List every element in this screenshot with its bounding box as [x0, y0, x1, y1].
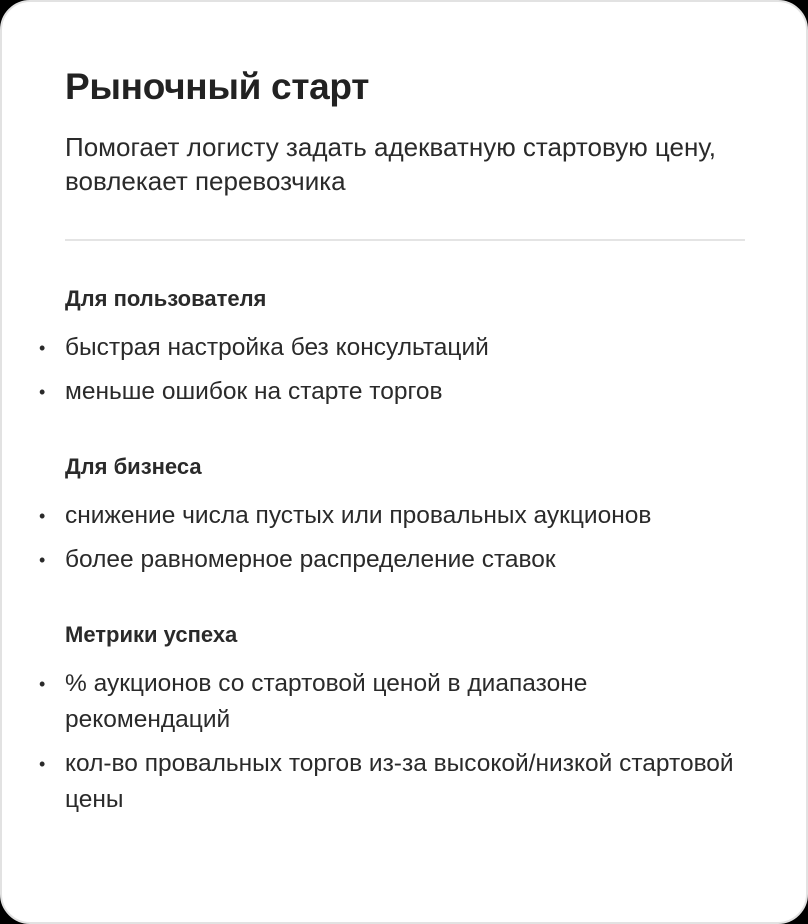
divider — [65, 239, 745, 241]
section-title-metrics: Метрики успеха — [65, 622, 238, 647]
list-item-text: быстрая настройка без консультаций — [65, 334, 489, 361]
card-subtitle: Помогает логисту задать адекватную стартовую цену, вовлекает перевозчика — [65, 132, 716, 196]
list-item-text: % аукционов со стартовой ценой в диапазоне рекомендаций — [65, 670, 588, 733]
list-item — [39, 330, 765, 366]
bullet-icon: • — [39, 506, 46, 526]
bullet-icon: • — [39, 382, 46, 402]
list-item — [39, 498, 765, 534]
bullet-icon: • — [39, 674, 46, 694]
bullet-icon: • — [39, 550, 46, 570]
bullet-icon: • — [39, 754, 46, 774]
list-item — [39, 746, 745, 818]
list-item — [39, 374, 765, 410]
list-item-text: кол-во провальных торгов из-за высокой/низкой стартовой цены — [65, 750, 734, 813]
list-item-text: снижение числа пустых или провальных аукционов — [65, 502, 652, 529]
list-item — [39, 666, 705, 738]
card-title: Рыночный старт — [65, 66, 370, 107]
list-item — [39, 542, 765, 578]
list-item-text: меньше ошибок на старте торгов — [65, 378, 443, 405]
bullet-icon: • — [39, 338, 46, 358]
section-title-user: Для пользователя — [65, 286, 267, 311]
section-title-business: Для бизнеса — [65, 454, 202, 479]
list-item-text: более равномерное распределение ставок — [65, 546, 556, 573]
